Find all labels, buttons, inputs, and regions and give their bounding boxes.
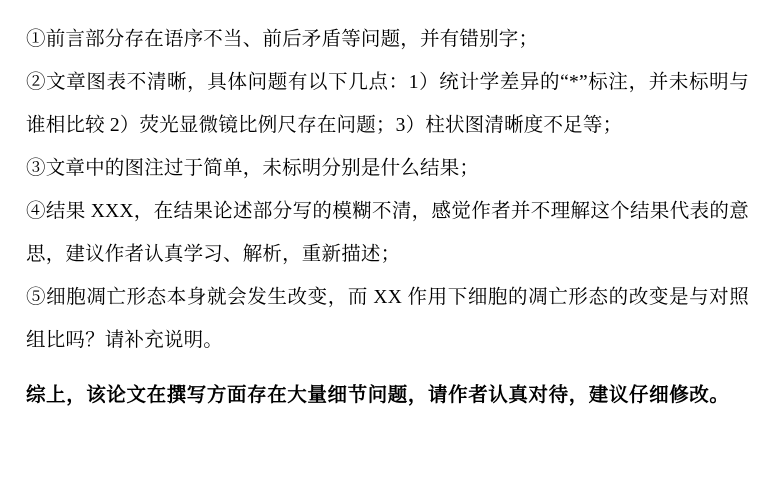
review-conclusion: 综上，该论文在撰写方面存在大量细节问题，请作者认真对待，建议仔细修改。 xyxy=(26,385,730,406)
review-comment-2: ②文章图表不清晰，具体问题有以下几点：1）统计学差异的“*”标注，并未标明与谁相比较 2）荧光显微镜比例尺存在问题；3）柱状图清晰度不足等； xyxy=(26,72,749,136)
review-comment-5: ⑤细胞凋亡形态本身就会发生改变，而 XX 作用下细胞的凋亡形态的改变是与对照组比吗？请补充说明。 xyxy=(26,287,749,351)
review-comment-4: ④结果 XXX，在结果论述部分写的模糊不清，感觉作者并不理解这个结果代表的意思，建议作者认真学习、解析，重新描述； xyxy=(26,201,749,265)
document-body xyxy=(26,18,749,417)
review-comment-1: ①前言部分存在语序不当、前后矛盾等问题，并有错别字； xyxy=(26,29,539,50)
review-comment-3: ③文章中的图注过于简单，未标明分别是什么结果； xyxy=(26,158,480,179)
